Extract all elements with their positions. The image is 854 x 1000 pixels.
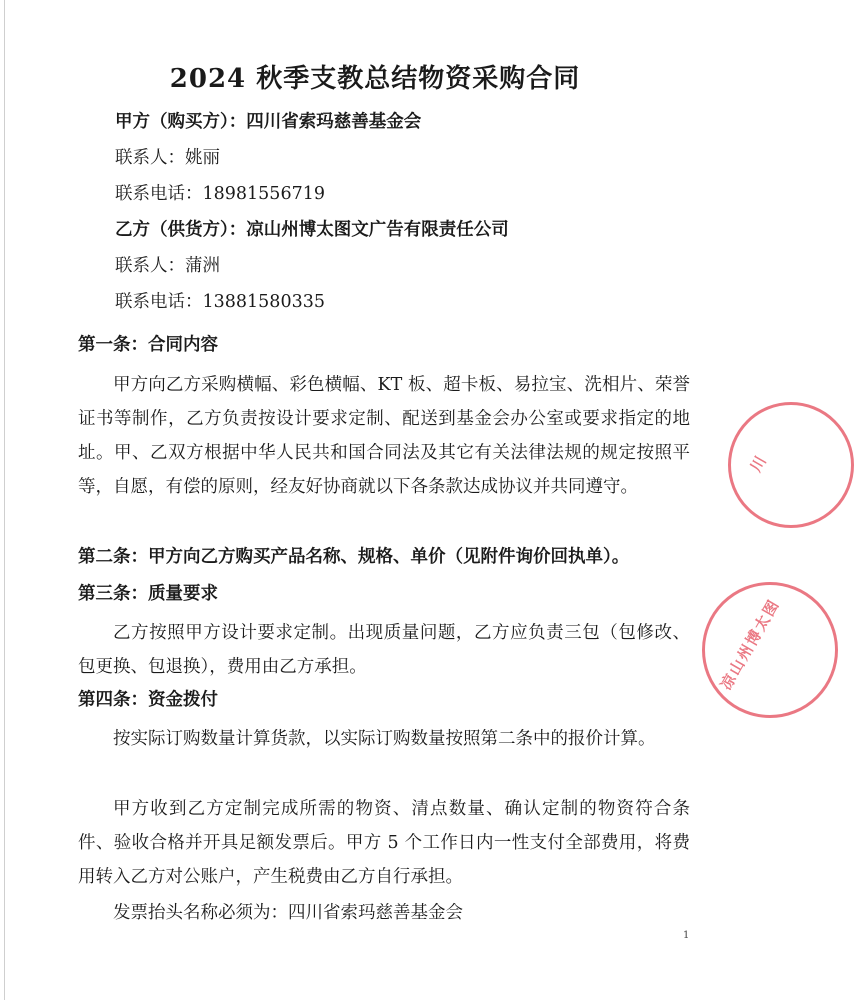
seal-bottom-text: 凉山州博太图	[716, 595, 784, 693]
article4-body-1: 按实际订购数量计算货款，以实际订购数量按照第二条中的报价计算。	[113, 729, 656, 749]
party-a-phone: 联系电话：18981556719	[115, 184, 325, 204]
article4-heading: 第四条：资金拨付	[78, 690, 218, 710]
article4-body-2: 甲方收到乙方定制完成所需的物资、清点数量、确认定制的物资符合条件、验收合格并开具足额发票后。甲方 5 个工作日内一性支付全部费用，将费用转入乙方对公账户，产生税费由乙方自行承担。	[78, 799, 690, 887]
seal-top-text: 川	[746, 451, 771, 475]
party-a-contact: 联系人：姚丽	[115, 148, 220, 168]
document-title: 2024 秋季支教总结物资采购合同	[169, 64, 581, 94]
article2-heading: 第二条：甲方向乙方购买产品名称、规格、单价（见附件询价回执单）。	[78, 547, 630, 567]
party-a-label: 甲方（购买方）：四川省索玛慈善基金会	[115, 112, 422, 132]
party-b-contact: 联系人：蒲洲	[115, 256, 220, 276]
article3-body: 乙方按照甲方设计要求定制。出现质量问题，乙方应负责三包（包修改、包更换、包退换），费用由乙方承担。	[78, 623, 690, 677]
party-b-label: 乙方（供货方）：凉山州博太图文广告有限责任公司	[115, 220, 509, 240]
company-seal-top	[728, 402, 854, 528]
scan-edge-line	[4, 0, 5, 1000]
article1-body: 甲方向乙方采购横幅、彩色横幅、KT 板、超卡板、易拉宝、洗相片、荣誉证书等制作，乙方负责按设计要求定制、配送到基金会办公室或要求指定的地址。甲、乙双方根据中华人民共和国合同法及其它有关法律法规的规定按照平等，自愿，有偿的原则，经友好协商就以下各条款达成协议并共同遵守。	[78, 375, 690, 497]
company-seal-bottom	[702, 582, 838, 718]
party-b-phone: 联系电话：13881580335	[115, 292, 325, 312]
article1-heading: 第一条：合同内容	[78, 335, 218, 355]
article4-body-3: 发票抬头名称必须为：四川省索玛慈善基金会	[113, 903, 463, 923]
article3-heading: 第三条：质量要求	[78, 584, 218, 604]
page-number: 1	[683, 930, 690, 941]
